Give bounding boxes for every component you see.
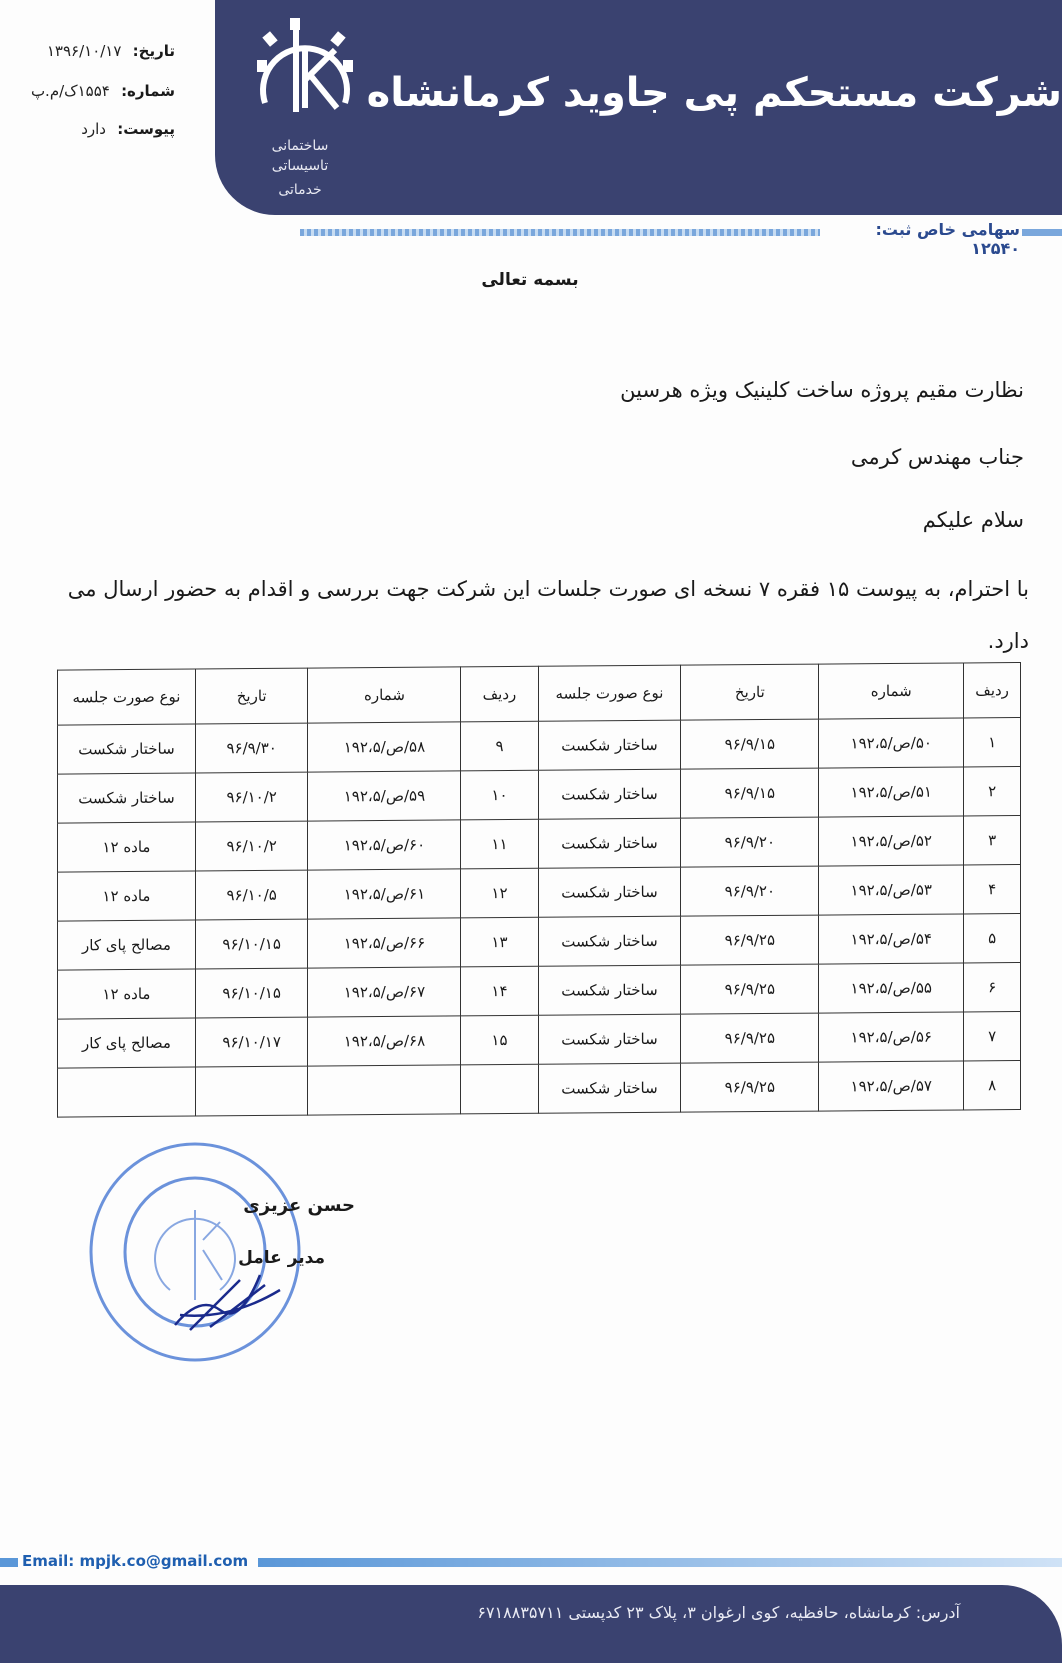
table-cell [308, 1065, 461, 1115]
table-cell: ۵۰/ص/۱۹۲،۵ [819, 718, 964, 768]
column-header: تاریخ [195, 668, 308, 724]
table-cell: ۴ [964, 865, 1021, 914]
table-cell: مصالح پای کار [58, 920, 196, 970]
table-cell: ۵۴/ص/۱۹۲،۵ [819, 914, 964, 964]
table-cell: ۵۶/ص/۱۹۲،۵ [819, 1012, 964, 1062]
table-cell: ۶۷/ص/۱۹۲،۵ [308, 967, 461, 1017]
header-stripe [1022, 229, 1062, 236]
table-cell: مصالح پای کار [58, 1018, 196, 1068]
table-cell: ۹۶/۹/۲۵ [681, 1062, 819, 1112]
table-cell: ۵۲/ص/۱۹۲،۵ [819, 816, 964, 866]
table-cell: ۹۶/۹/۲۵ [681, 964, 819, 1014]
table-cell: ساختار شکست [538, 867, 681, 917]
greeting: سلام علیکم [922, 508, 1024, 532]
table-cell: ساختار شکست [538, 720, 681, 770]
table-cell: ساختار شکست [58, 724, 196, 774]
table-row [58, 963, 1021, 1020]
table-cell: ۵ [964, 914, 1021, 963]
service-label: خدماتی [278, 182, 322, 198]
column-header: شماره [819, 663, 964, 719]
table-cell: ساختار شکست [538, 1014, 681, 1064]
footer-email: Email: mpjk.co@gmail.com [22, 1552, 249, 1570]
table-cell: ۹۶/۱۰/۵ [195, 870, 308, 920]
column-header: نوع صورت جلسه [538, 665, 681, 721]
table-cell: ۶۰/ص/۱۹۲،۵ [308, 820, 461, 870]
table-cell: ۱۰ [461, 770, 538, 820]
table-cell [195, 1066, 308, 1116]
column-header: ردیف [964, 663, 1021, 718]
table-cell: ۱ [964, 718, 1021, 767]
table-cell: ساختار شکست [538, 769, 681, 819]
number-label: شماره: [121, 82, 175, 100]
letter-attachment [10, 120, 175, 138]
column-header: تاریخ [681, 664, 819, 720]
table-cell: ۵۵/ص/۱۹۲،۵ [819, 963, 964, 1013]
table-row [58, 1012, 1021, 1069]
table-cell: ۱۲ [461, 868, 538, 918]
company-name: شرکت مستحکم پی جاوید کرمانشاه [366, 70, 1062, 116]
footer-stripe [0, 1558, 18, 1567]
basmala: بسمه تعالی [481, 270, 579, 290]
table-row [58, 718, 1021, 775]
attachment-value: دارد [81, 120, 106, 138]
table-cell: ۱۴ [461, 966, 538, 1016]
handwritten-signature [170, 1255, 290, 1335]
table-cell: ۹۶/۹/۳۰ [195, 723, 308, 773]
service-label: ساختمانی [271, 138, 329, 154]
recipient-line: نظارت مقیم پروژه ساخت کلینیک ویژه هرسین [620, 378, 1024, 402]
table-cell: ۹۶/۹/۲۵ [681, 1013, 819, 1063]
table-cell: ۳ [964, 816, 1021, 865]
table-cell: ۷ [964, 1012, 1021, 1061]
signer-title: مدیر عامل [238, 1248, 325, 1268]
header-stripe [300, 229, 820, 236]
signer-name: حسن عزیزی [243, 1195, 355, 1216]
service-label: تاسیساتی [271, 158, 329, 174]
table-cell: ۹۶/۱۰/۲ [195, 772, 308, 822]
table-cell: ۱۵ [461, 1015, 538, 1065]
table-cell: ساختار شکست [538, 818, 681, 868]
table-row [58, 1061, 1021, 1118]
table-cell: ۵۸/ص/۱۹۲،۵ [308, 722, 461, 772]
footer-address: آدرس: کرمانشاه، حافظیه، کوی ارغوان ۳، پلاک ۲۳ کدپستی ۶۷۱۸۸۳۵۷۱۱ [477, 1603, 960, 1622]
footer-band [0, 1585, 1062, 1663]
table-cell: ۸ [964, 1061, 1021, 1110]
column-header: ردیف [461, 666, 538, 722]
table-row [58, 816, 1021, 873]
registration-number: سهامی خاص ثبت: ۱۲۵۴۰ [875, 220, 1020, 258]
table-row [58, 865, 1021, 922]
table-cell [58, 1067, 196, 1117]
date-value: ۱۳۹۶/۱۰/۱۷ [46, 42, 122, 60]
table-cell: ۱۱ [461, 819, 538, 869]
table-cell: ۹۶/۱۰/۱۷ [195, 1017, 308, 1067]
table-cell: ۶۶/ص/۱۹۲،۵ [308, 918, 461, 968]
table-cell [461, 1064, 538, 1114]
table-cell: ۹ [461, 721, 538, 771]
table-cell: ساختار شکست [538, 965, 681, 1015]
number-value: ۱۵۵۴ک/م.پ [30, 82, 110, 100]
column-header: نوع صورت جلسه [58, 669, 196, 725]
table-row [58, 914, 1021, 971]
table-cell: ۶ [964, 963, 1021, 1012]
column-header: شماره [308, 667, 461, 723]
table-cell: ساختار شکست [538, 1063, 681, 1113]
table-cell: ۵۹/ص/۱۹۲،۵ [308, 771, 461, 821]
table-cell: ماده ۱۲ [58, 969, 196, 1019]
table-cell: ۹۶/۹/۲۰ [681, 866, 819, 916]
table-cell: ۹۶/۹/۱۵ [681, 719, 819, 769]
table-cell: ۵۱/ص/۱۹۲،۵ [819, 767, 964, 817]
attachment-label: پیوست: [117, 120, 175, 138]
letter-number [10, 82, 175, 100]
table-cell: ۹۶/۱۰/۱۵ [195, 968, 308, 1018]
letter-date [10, 42, 175, 60]
table-header-row [58, 663, 1021, 726]
table-cell: ۹۶/۹/۲۵ [681, 915, 819, 965]
table-cell: ۵۷/ص/۱۹۲،۵ [819, 1061, 964, 1111]
table-cell: ۲ [964, 767, 1021, 816]
table-cell: ماده ۱۲ [58, 871, 196, 921]
table-cell: ۹۶/۹/۱۵ [681, 768, 819, 818]
table-cell: ۱۳ [461, 917, 538, 967]
table-cell: ماده ۱۲ [58, 822, 196, 872]
table-cell: ساختار شکست [538, 916, 681, 966]
table-cell: ۶۸/ص/۱۹۲،۵ [308, 1016, 461, 1066]
table-cell: ۹۶/۱۰/۲ [195, 821, 308, 871]
gear-k-logo-icon [235, 8, 375, 118]
recipient-name: جناب مهندس کرمی [850, 445, 1024, 469]
minutes-table [57, 662, 1021, 1118]
date-label: تاریخ: [132, 42, 175, 60]
table-row [58, 767, 1021, 824]
footer-stripe [258, 1558, 1062, 1567]
table-cell: ۶۱/ص/۱۹۲،۵ [308, 869, 461, 919]
table-cell: ساختار شکست [58, 773, 196, 823]
table-cell: ۹۶/۱۰/۱۵ [195, 919, 308, 969]
table-cell: ۹۶/۹/۲۰ [681, 817, 819, 867]
table-cell: ۵۳/ص/۱۹۲،۵ [819, 865, 964, 915]
body-paragraph: با احترام، به پیوست ۱۵ فقره ۷ نسخه ای صورت جلسات این شرکت جهت بررسی و اقدام به حضور ارسال می دارد. [67, 577, 1029, 653]
